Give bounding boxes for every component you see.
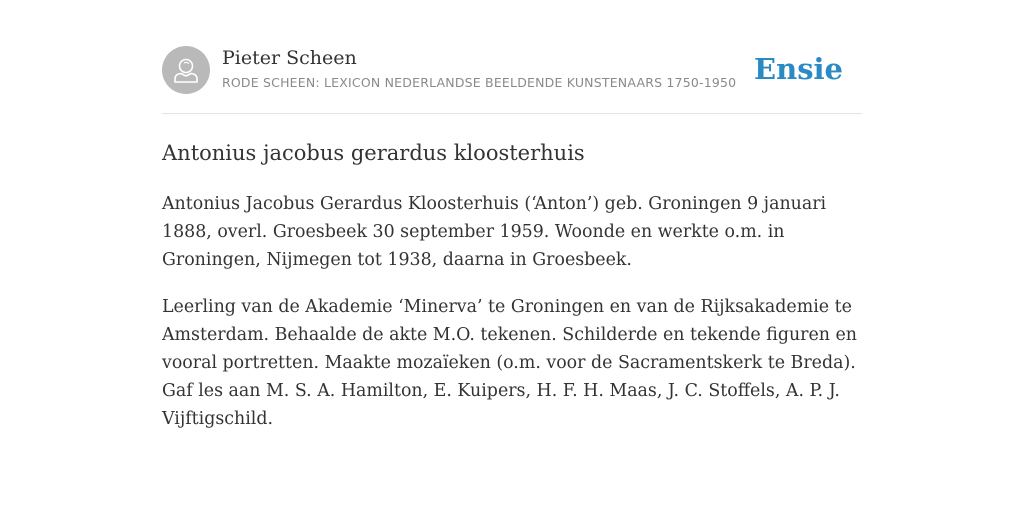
ensie-logo[interactable]: Ensie xyxy=(754,52,843,86)
article-header xyxy=(162,46,862,96)
article-paragraph: Antonius Jacobus Gerardus Kloosterhuis (‘Anton’) geb. Groningen 9 januari 1888, overl. Groesbeek 30 september 1959. Woonde en werkte o.m. in Groningen, Nijmegen tot 1938, daarna in Groesbeek. xyxy=(162,194,827,270)
author-name[interactable]: Pieter Scheen xyxy=(222,47,357,69)
user-avatar-icon[interactable] xyxy=(162,46,210,94)
article-body xyxy=(162,190,862,452)
header-divider xyxy=(162,113,862,114)
source-title[interactable]: RODE SCHEEN: LEXICON NEDERLANDSE BEELDENDE KUNSTENAARS 1750-1950 xyxy=(222,75,737,90)
article-paragraph: Leerling van de Akademie ‘Minerva’ te Groningen en van de Rijksakademie te Amsterdam. Behaalde de akte M.O. tekenen. Schilderde en tekende figuren en vooral portretten. Maakte mozaïeken (o.m. voor de Sacramentskerk te Breda). Gaf les aan M. S. A. Hamilton, E. Kuipers, H. F. H. Maas, J. C. Stoffels, A. P. J. Vijftigschild. xyxy=(162,297,857,429)
article-title: Antonius jacobus gerardus kloosterhuis xyxy=(162,141,585,165)
